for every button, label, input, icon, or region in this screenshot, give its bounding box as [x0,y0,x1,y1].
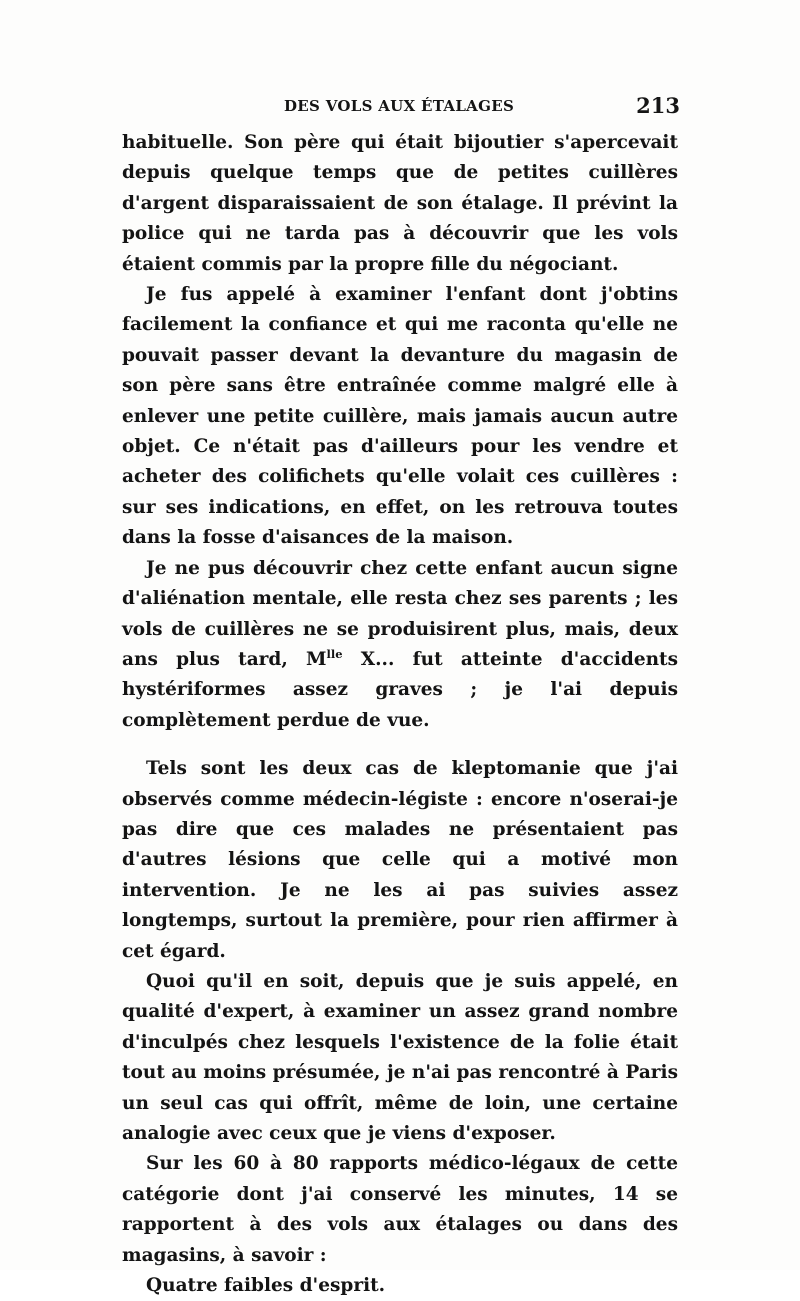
paragraph-1: habituelle. Son père qui était bijoutier s'apercevait depuis quelque temps que de petites cuillères d'argent disparaissaient de son étalage. Il prévint la police qui ne tarda pas à découvrir que les vols étaient commis par la propre fille du négociant. [122,132,678,275]
paragraph-6: Sur les 60 à 80 rapports médico-légaux de cette catégorie dont j'ai conservé les minutes, 14 se rapportent à des vols aux étalages ou dans des magasins, à savoir : [122,1153,678,1266]
running-head [118,93,680,121]
paragraph-3 [122,554,678,736]
paragraph-2: Je fus appelé à examiner l'enfant dont j'obtins facilement la confiance et qui me raconta qu'elle ne pouvait passer devant la devanture du magasin de son père sans être entraînée comme malgré elle à enlever une petite cuillère, mais jamais aucun autre objet. Ce n'était pas d'ailleurs pour les vendre et acheter des colifichets qu'elle volait ces cuillères : sur ses indications, en effet, on les retrouva toutes dans la fosse d'aisances de la maison. [122,284,678,549]
running-title: DES VOLS AUX ÉTALAGES [284,97,515,115]
paragraph-3-text-a: Je ne pus découvrir chez cette enfant aucun signe d'aliénation mentale, elle resta chez ses parents ; les vols de cuillères ne se produisirent plus, mais, deux ans plus tard, M [122,557,678,670]
paragraph-7: Quatre faibles d'esprit. [146,1275,386,1297]
body-text [122,128,678,1301]
superscript-lle: lle [326,646,343,661]
paragraph-5: Quoi qu'il en soit, depuis que je suis appelé, en qualité d'expert, à examiner un assez grand nombre d'inculpés chez lesquels l'existence de la folie était tout au moins présumée, je n'ai pas rencontré à Paris un seul cas qui offrît, même de loin, une certaine analogie avec ceux que je viens d'exposer. [122,970,678,1144]
page-number: 213 [636,93,680,118]
paragraph-3-text-b: X... fut atteinte d'accidents hystériformes assez graves ; je l'ai depuis complètement perdue de vue. [122,648,678,731]
paragraph-4: Tels sont les deux cas de kleptomanie que j'ai observés comme médecin-légiste : encore n'oserai-je pas dire que ces malades ne présentaient pas d'autres lésions que celle qui a motivé mon intervention. Je ne les ai pas suivies assez longtemps, surtout la première, pour rien affirmer à cet égard. [122,758,678,962]
